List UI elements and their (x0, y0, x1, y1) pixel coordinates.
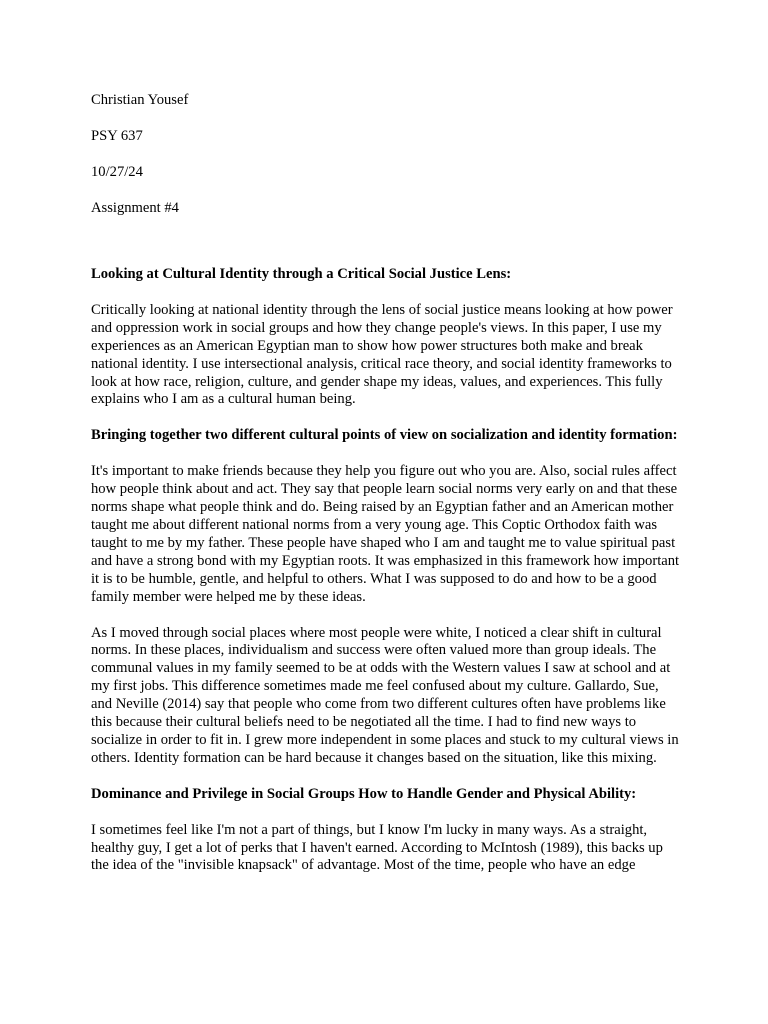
section-heading-title: Looking at Cultural Identity through a Critical Social Justice Lens: (91, 266, 512, 282)
paragraph-cultural-shift: As I moved through social places where most people were white, I noticed a clear shift in cultural norms. In these places, individualism and success were often valued more than group ideals. The communal values in my family seemed to be at odds with the Western values I saw at school and at my first jobs. This difference sometimes made me feel confused about my culture. Gallardo, Sue, and Neville (2014) say that people who come from two different cultures often have problems like this because their cultural beliefs need to be negotiated all the time. I had to find new ways to socialize in order to fit in. I grew more independent in some places and stuck to my cultural views in others. Identity formation can be hard because it changes based on the situation, like this mixing. (91, 624, 679, 766)
author-name: Christian Yousef (91, 92, 189, 108)
section-heading-socialization: Bringing together two different cultural points of view on socialization and identity formation: (91, 427, 678, 444)
course-code: PSY 637 (91, 128, 143, 144)
paragraph-intro: Critically looking at national identity through the lens of social justice means looking at how power and oppression work in social groups and how they change people's views. In this paper, I use my experiences as an American Egyptian man to show how power structures both make and break national identity. I use intersectional analysis, critical race theory, and social identity frameworks to look at how race, religion, culture, and gender shape my ideas, values, and experiences. This fully explains who I am as a cultural human being. (91, 301, 673, 408)
document-date: 10/27/24 (91, 164, 143, 180)
paragraph-privilege: I sometimes feel like I'm not a part of things, but I know I'm lucky in many ways. As a straight, healthy guy, I get a lot of perks that I haven't earned. According to McIntosh (1989), this backs up the idea of the "invisible knapsack" of advantage. Most of the time, people who have an edge (91, 821, 663, 874)
section-heading-privilege: Dominance and Privilege in Social Groups How to Handle Gender and Physical Ability: (91, 785, 637, 802)
document-body (91, 92, 681, 893)
assignment-label: Assignment #4 (91, 200, 179, 216)
paragraph-socialization: It's important to make friends because they help you figure out who you are. Also, social rules affect how people think about and act. They say that people learn social norms very early on and that these norms shape what people think and do. Being raised by an Egyptian father and an American mother taught me about different national norms from a very young age. This Coptic Orthodox faith was taught to me by my father. These people have shaped who I am and taught me to value spiritual past and have a strong bond with my Egyptian roots. It was emphasized in this framework how important it is to be humble, gentle, and helpful to others. What I was supposed to do and how to be a good family member were helped me by these ideas. (91, 463, 680, 605)
